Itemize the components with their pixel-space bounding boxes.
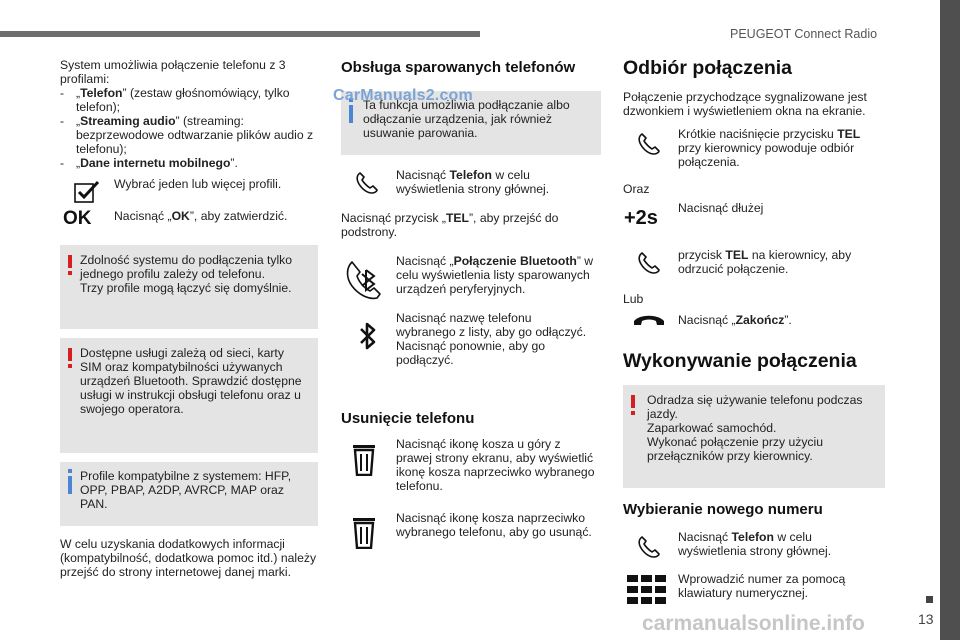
warning-icon: [68, 255, 72, 268]
step-confirm-ok: Nacisnąć „OK”, aby zatwierdzić.: [114, 209, 288, 223]
phone-handset-icon: [354, 170, 380, 196]
info-icon: [68, 469, 72, 473]
phone-handset-icon: [636, 250, 662, 276]
step-trash-delete: Nacisnąć ikonę kosza naprzeciwko wybranego telefonu, aby go usunąć.: [396, 511, 592, 539]
ok-icon: OK: [63, 208, 92, 229]
long-press-2s-icon: +2s: [624, 207, 658, 229]
section-title-paired-phones: Obsługa sparowanych telefonów: [341, 59, 576, 76]
step-bluetooth-connection: Nacisnąć „Połączenie Bluetooth” w celu wyświetlenia listy sparowanych urządzeń peryferyjnych.: [396, 254, 594, 296]
info-box-profiles: Profile kompatybilne z systemem: HFP, OPP, PBAP, A2DP, AVRCP, MAP oraz PAN.: [60, 462, 318, 526]
trash-icon: [350, 517, 378, 549]
section-title-delete-phone: Usunięcie telefonu: [341, 410, 475, 427]
step-end-call: Nacisnąć „Zakończ”.: [678, 313, 792, 327]
warning-icon: [631, 395, 635, 408]
checkbox-check-icon: [73, 180, 101, 204]
list-item: - „Telefon” (zestaw głośnomówiący, tylko telefon);: [60, 86, 290, 114]
bluetooth-phone-icon: [344, 256, 390, 302]
watermark-bottom: carmanualsonline.info: [642, 612, 865, 635]
section-title-make-call: Wykonywanie połączenia: [623, 350, 857, 372]
warning-icon: [68, 348, 72, 361]
step-reject-call: przycisk TEL na kierownicy, aby odrzucić połączenie.: [678, 248, 852, 276]
page-header: PEUGEOT Connect Radio: [730, 27, 878, 41]
or-label: Oraz: [623, 182, 650, 196]
warning-box-profiles: Zdolność systemu do podłączenia tylko jednego profilu zależy od telefonu. Trzy profile mogą łączyć się domyślnie.: [60, 245, 318, 329]
info-box-pairing: Ta funkcja umożliwia podłączanie albo odłączanie urządzenia, jak również usuwanie parowania.: [341, 91, 601, 155]
profile-list: [60, 86, 320, 170]
step-press-telefon: Nacisnąć Telefon w celu wyświetlenia strony głównej.: [396, 168, 550, 196]
phone-handset-icon: [636, 534, 662, 560]
bluetooth-icon: [357, 320, 379, 352]
watermark-top: CarManuals2.com: [333, 87, 473, 104]
page-marker: [926, 596, 933, 603]
or-label: Lub: [623, 292, 644, 306]
section-title-dial-number: Wybieranie nowego numeru: [623, 501, 823, 518]
step-short-press-tel: Krótkie naciśnięcie przycisku TEL przy kierownicy powoduje odbiór połączenia.: [678, 127, 861, 169]
step-select-phone-name: Nacisnąć nazwę telefonu wybranego z listy, aby go odłączyć. Nacisnąć ponownie, aby go podłączyć.: [396, 311, 587, 367]
list-item: - „Streaming audio” (streaming: bezprzewodowe odtwarzanie plików audio z telefonu);: [60, 114, 314, 156]
page-number: 13: [918, 611, 934, 627]
step-trash-top: Nacisnąć ikonę kosza u góry z prawej strony ekranu, aby wyświetlić ikonę kosza naprzeciwko wybranego telefonu.: [396, 437, 595, 493]
list-item: - „Dane internetu mobilnego”.: [60, 156, 238, 170]
step-press-telefon-dial: Nacisnąć Telefon w celu wyświetlenia strony głównej.: [678, 530, 832, 558]
warning-box-driving: Odradza się używanie telefonu podczas jazdy. Zaparkować samochód. Wykonać połączenie przy użyciu przełączników przy kierownicy.: [623, 385, 885, 488]
step-select-profiles: Wybrać jeden lub więcej profili.: [114, 177, 282, 191]
top-rule: [0, 31, 480, 37]
phone-handset-icon: [636, 131, 662, 157]
warning-box-services: Dostępne usługi zależą od sieci, karty SIM oraz kompatybilności używanych urządzeń Bluetooth. Sprawdzić dostępne usługi w instrukcji obsługi telefonu oraz u swojego operatora.: [60, 338, 318, 453]
trash-icon: [350, 444, 378, 476]
side-band: [940, 0, 960, 640]
col3-intro: Połączenie przychodzące sygnalizowane jest dzwonkiem i wyświetleniem okna na ekranie.: [623, 90, 867, 118]
keypad-icon: [627, 575, 667, 605]
section-title-receive-call: Odbiór połączenia: [623, 57, 793, 79]
step-enter-number: Wprowadzić numer za pomocą klawiatury numerycznej.: [678, 572, 846, 600]
col1-intro: System umożliwia połączenie telefonu z 3 profilami:: [60, 58, 286, 86]
step-press-tel: Nacisnąć przycisk „TEL”, aby przejść do podstrony.: [341, 211, 559, 239]
col1-outro: W celu uzyskania dodatkowych informacji (kompatybilność, dodatkowa pomoc itd.) należy przejść do strony internetowej danej marki.: [60, 537, 317, 579]
hang-up-icon: [632, 312, 666, 328]
step-long-press: Nacisnąć dłużej: [678, 201, 764, 215]
